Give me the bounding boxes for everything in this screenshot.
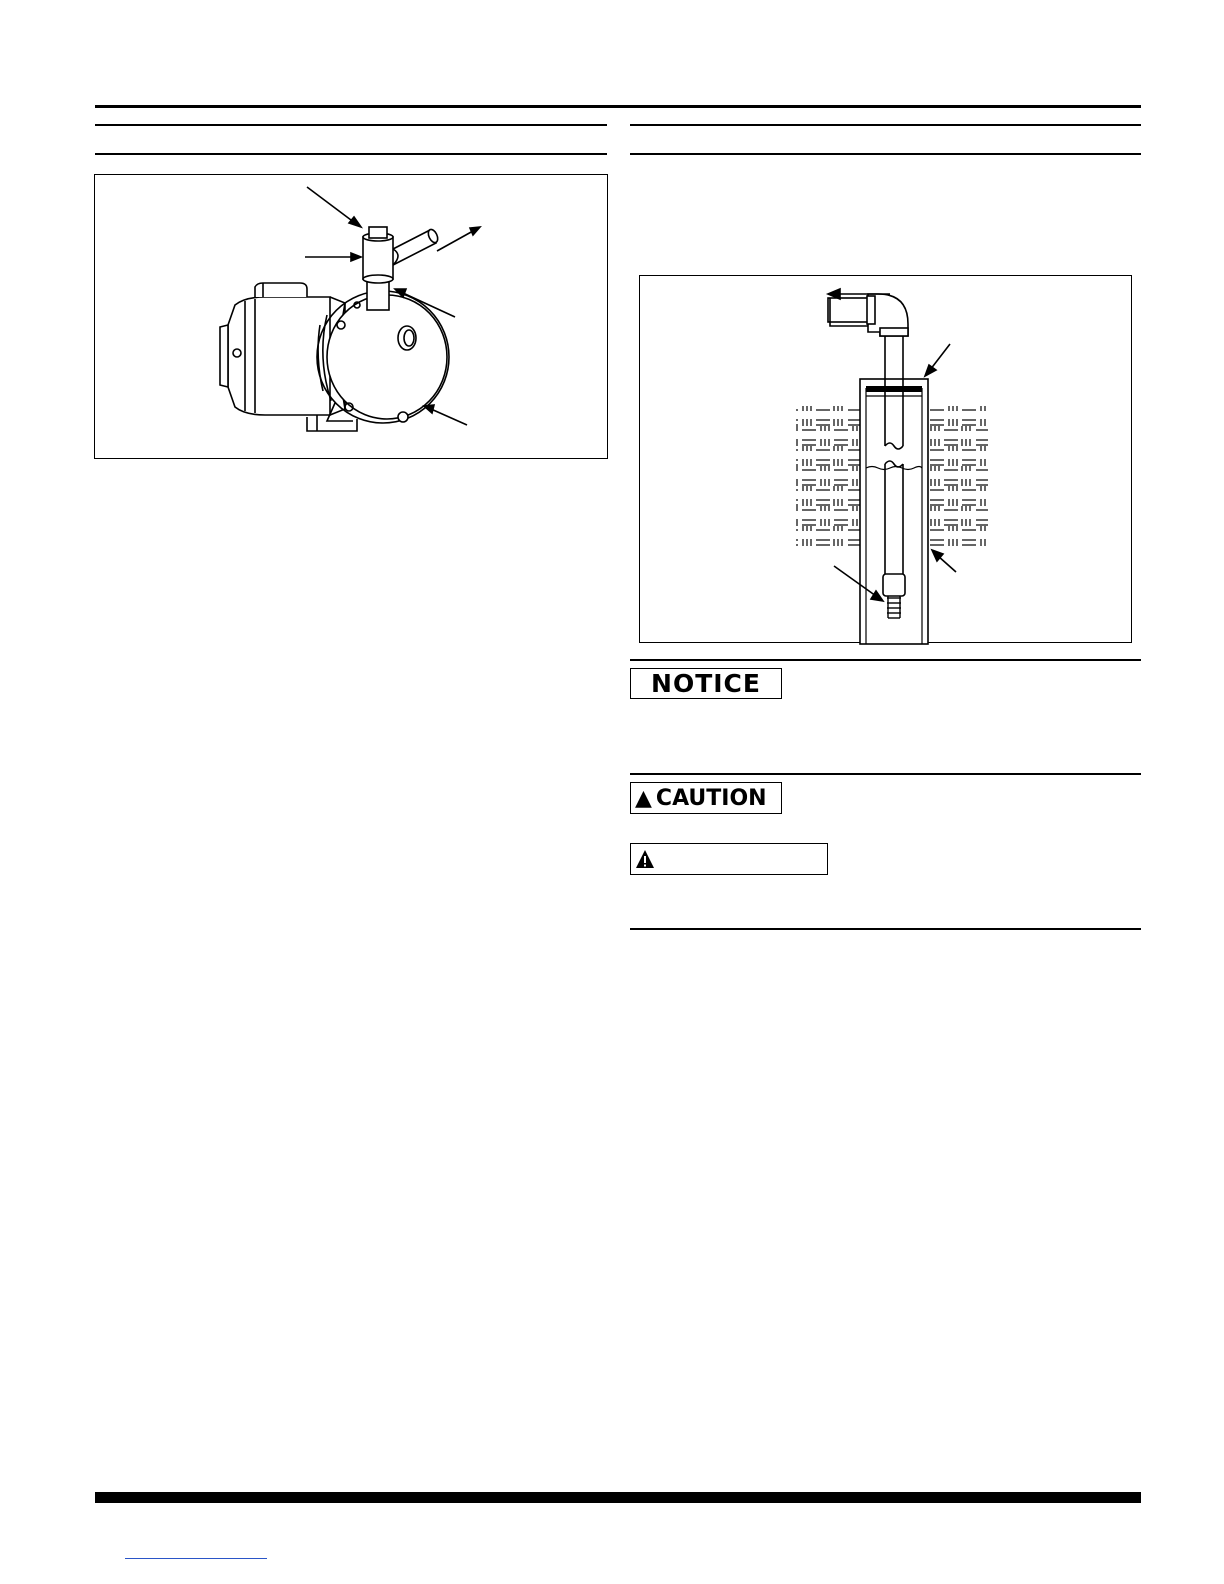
warning-small-badge [630,843,828,875]
left-section-rule-bottom [95,153,607,155]
well-figure [639,275,1132,643]
caution-label: CAUTION [655,785,767,811]
left-section-rule-top [95,124,607,126]
footer-bar [95,1492,1141,1503]
notice-badge [630,668,782,699]
caution-rule [630,773,1141,775]
warning-triangle-icon: ▲ [635,785,652,811]
right-section-rule-top [630,124,1141,126]
pump-illustration [95,175,609,460]
section-end-rule [630,928,1141,930]
right-section-rule-bottom [630,153,1141,155]
notice-label: NOTICE [651,669,761,698]
well-illustration [640,276,1133,644]
pump-figure [94,174,608,459]
warning-triangle-icon [635,849,655,869]
notice-rule [630,659,1141,661]
top-rule [95,105,1141,108]
caution-badge [630,782,782,814]
footer-link-underline[interactable] [125,1558,267,1559]
